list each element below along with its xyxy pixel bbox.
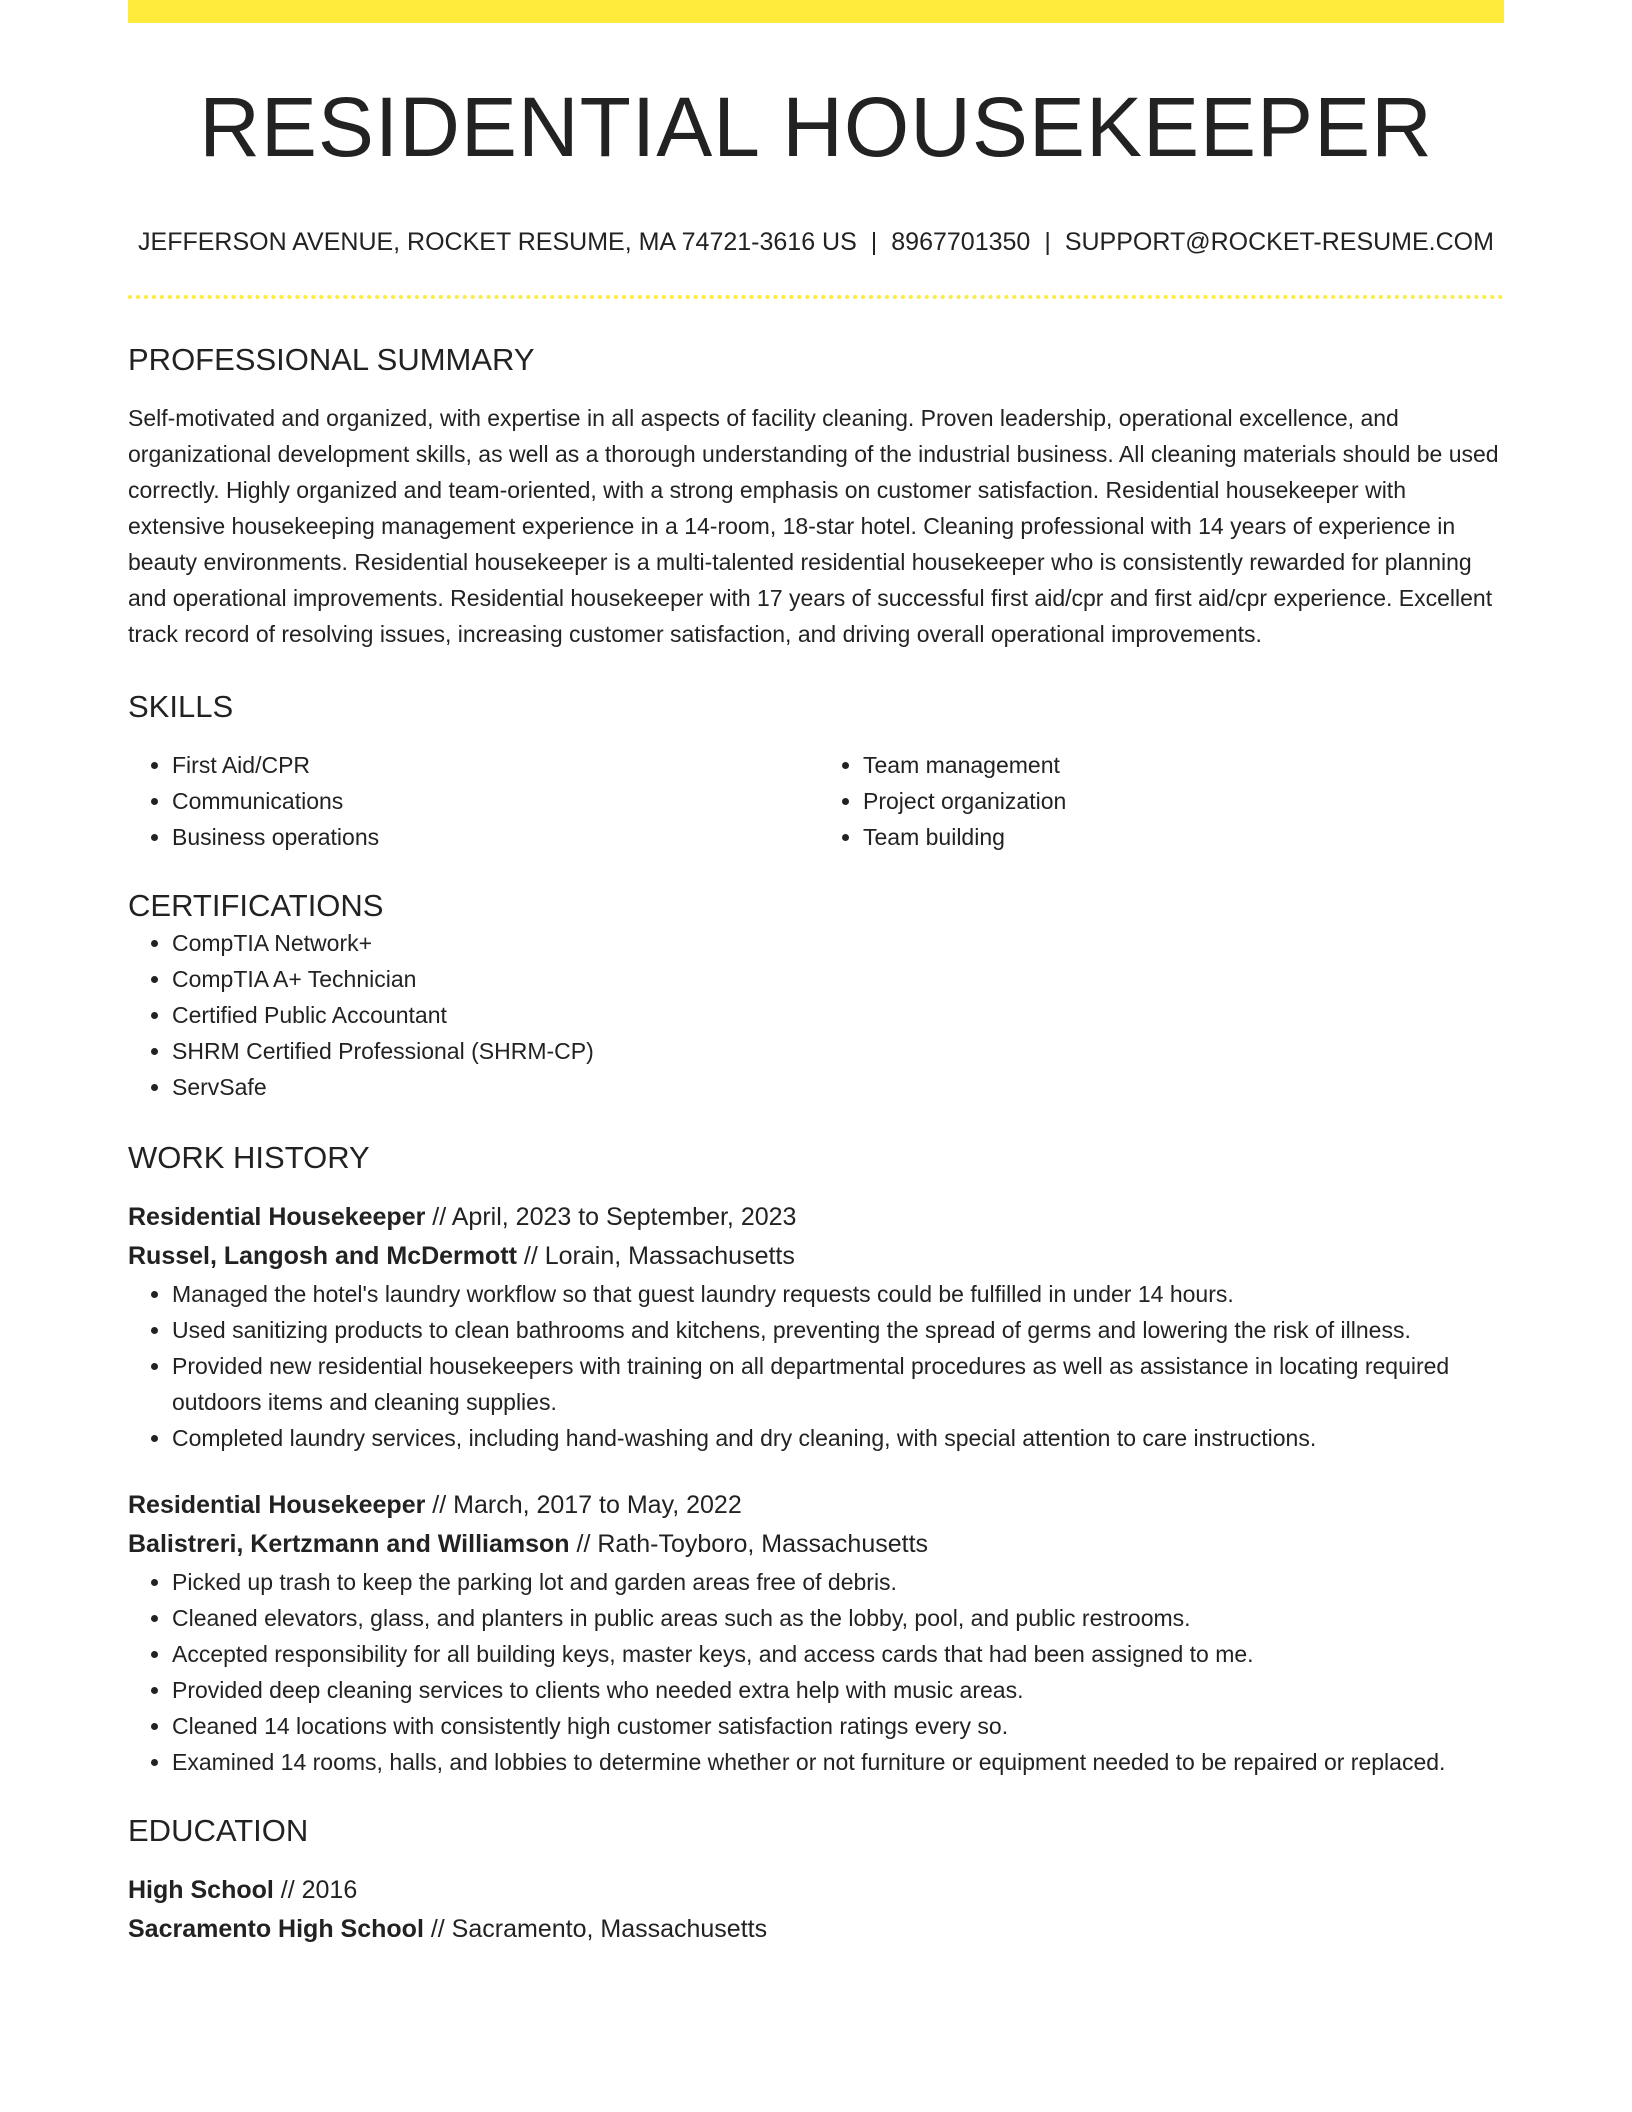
skill-item: • Business operations bbox=[172, 819, 816, 855]
skill-item: • Team management bbox=[863, 747, 1504, 783]
resume-page bbox=[128, 0, 1504, 1949]
skill-item: • First Aid/CPR bbox=[172, 747, 816, 783]
education-year: // 2016 bbox=[280, 1875, 358, 1904]
education-school-line bbox=[128, 1910, 1504, 1949]
resume-name: RESIDENTIAL HOUSEKEEPER bbox=[199, 80, 1433, 174]
skills-heading: SKILLS bbox=[128, 689, 234, 725]
job-duty: • Picked up trash to keep the parking lot and garden areas free of debris. bbox=[172, 1564, 1504, 1600]
job-duties-list bbox=[128, 1564, 1504, 1780]
education-degree-line bbox=[128, 1871, 1504, 1910]
education-heading: EDUCATION bbox=[128, 1812, 309, 1848]
contact-separator: | bbox=[1044, 228, 1051, 256]
job-duty: • Provided new residential housekeepers with training on all departmental procedures as well as assistance in locating required outdoors items and cleaning supplies. bbox=[172, 1348, 1504, 1420]
education-school: Sacramento High School bbox=[128, 1914, 424, 1943]
work-history-heading: WORK HISTORY bbox=[128, 1139, 370, 1175]
education-location: // Sacramento, Massachusetts bbox=[430, 1914, 768, 1943]
job-company-line bbox=[128, 1525, 1504, 1564]
contact-email: SUPPORT@ROCKET-RESUME.COM bbox=[1064, 228, 1494, 256]
certification-item: • ServSafe bbox=[172, 1069, 1504, 1105]
job-duty: • Managed the hotel's laundry workflow so that guest laundry requests could be fulfilled in under 14 hours. bbox=[172, 1276, 1504, 1312]
contact-line bbox=[128, 227, 1504, 257]
job-duties-list bbox=[128, 1276, 1504, 1456]
contact-phone: 8967701350 bbox=[891, 228, 1031, 256]
certification-item: • Certified Public Accountant bbox=[172, 997, 1504, 1033]
dotted-divider bbox=[128, 295, 1504, 299]
skills-list-right bbox=[816, 747, 1504, 855]
certification-item: • CompTIA Network+ bbox=[172, 925, 1504, 961]
job-duty: • Cleaned elevators, glass, and planters in public areas such as the lobby, pool, and public restrooms. bbox=[172, 1600, 1504, 1636]
job-title-line bbox=[128, 1198, 1504, 1237]
job-duty: • Examined 14 rooms, halls, and lobbies to determine whether or not furniture or equipment needed to be repaired or replaced. bbox=[172, 1744, 1504, 1780]
job-title-line bbox=[128, 1486, 1504, 1525]
job-location: // Rath-Toyboro, Massachusetts bbox=[576, 1529, 929, 1558]
summary-text: Self-motivated and organized, with expertise in all aspects of facility cleaning. Proven leadership, operational excellence, and organizational development skills, as well as a thorough understanding of the industrial business. All cleaning materials should be used correctly. Highly organized and team-oriented, with a strong emphasis on customer satisfaction. Residential housekeeper with extensive housekeeping management experience in a 14-room, 18-star hotel. Cleaning professional with 14 years of experience in beauty environments. Residential housekeeper is a multi-talented residential housekeeper who is consistently rewarded for planning and operational improvements. Residential housekeeper with 17 years of successful first aid/cpr and first aid/cpr experience. Excellent track record of resolving issues, increasing customer satisfaction, and driving overall operational improvements. bbox=[128, 405, 1499, 648]
job-company: Russel, Langosh and McDermott bbox=[128, 1241, 517, 1270]
skill-item: • Team building bbox=[863, 819, 1504, 855]
skills-list-left bbox=[128, 747, 816, 855]
certifications-list bbox=[128, 925, 1504, 1105]
job-duty: • Used sanitizing products to clean bathrooms and kitchens, preventing the spread of germs and lowering the risk of illness. bbox=[172, 1312, 1504, 1348]
skill-item: • Project organization bbox=[863, 783, 1504, 819]
job-role: Residential Housekeeper bbox=[128, 1490, 426, 1519]
job-dates: // March, 2017 to May, 2022 bbox=[432, 1490, 742, 1519]
skill-item: • Communications bbox=[172, 783, 816, 819]
education-degree: High School bbox=[128, 1875, 274, 1904]
job-role: Residential Housekeeper bbox=[128, 1202, 426, 1231]
job-duty: • Completed laundry services, including hand-washing and dry cleaning, with special attention to care instructions. bbox=[172, 1420, 1504, 1456]
summary-heading: PROFESSIONAL SUMMARY bbox=[128, 342, 535, 377]
contact-separator: | bbox=[870, 228, 878, 256]
certifications-heading: CERTIFICATIONS bbox=[128, 888, 384, 924]
certification-item: • CompTIA A+ Technician bbox=[172, 961, 1504, 997]
contact-address: JEFFERSON AVENUE, ROCKET RESUME, MA 74721-3616 US bbox=[138, 228, 857, 256]
job-duty: • Accepted responsibility for all building keys, master keys, and access cards that had been assigned to me. bbox=[172, 1636, 1504, 1672]
job-dates: // April, 2023 to September, 2023 bbox=[432, 1202, 797, 1231]
job-location: // Lorain, Massachusetts bbox=[523, 1241, 795, 1270]
job-duty: • Provided deep cleaning services to clients who needed extra help with music areas. bbox=[172, 1672, 1504, 1708]
job-duty: • Cleaned 14 locations with consistently high customer satisfaction ratings every so. bbox=[172, 1708, 1504, 1744]
accent-top-bar bbox=[128, 0, 1504, 23]
skills-grid bbox=[128, 747, 1504, 855]
job-company-line bbox=[128, 1237, 1504, 1276]
job-company: Balistreri, Kertzmann and Williamson bbox=[128, 1529, 570, 1558]
certification-item: • SHRM Certified Professional (SHRM-CP) bbox=[172, 1033, 1504, 1069]
